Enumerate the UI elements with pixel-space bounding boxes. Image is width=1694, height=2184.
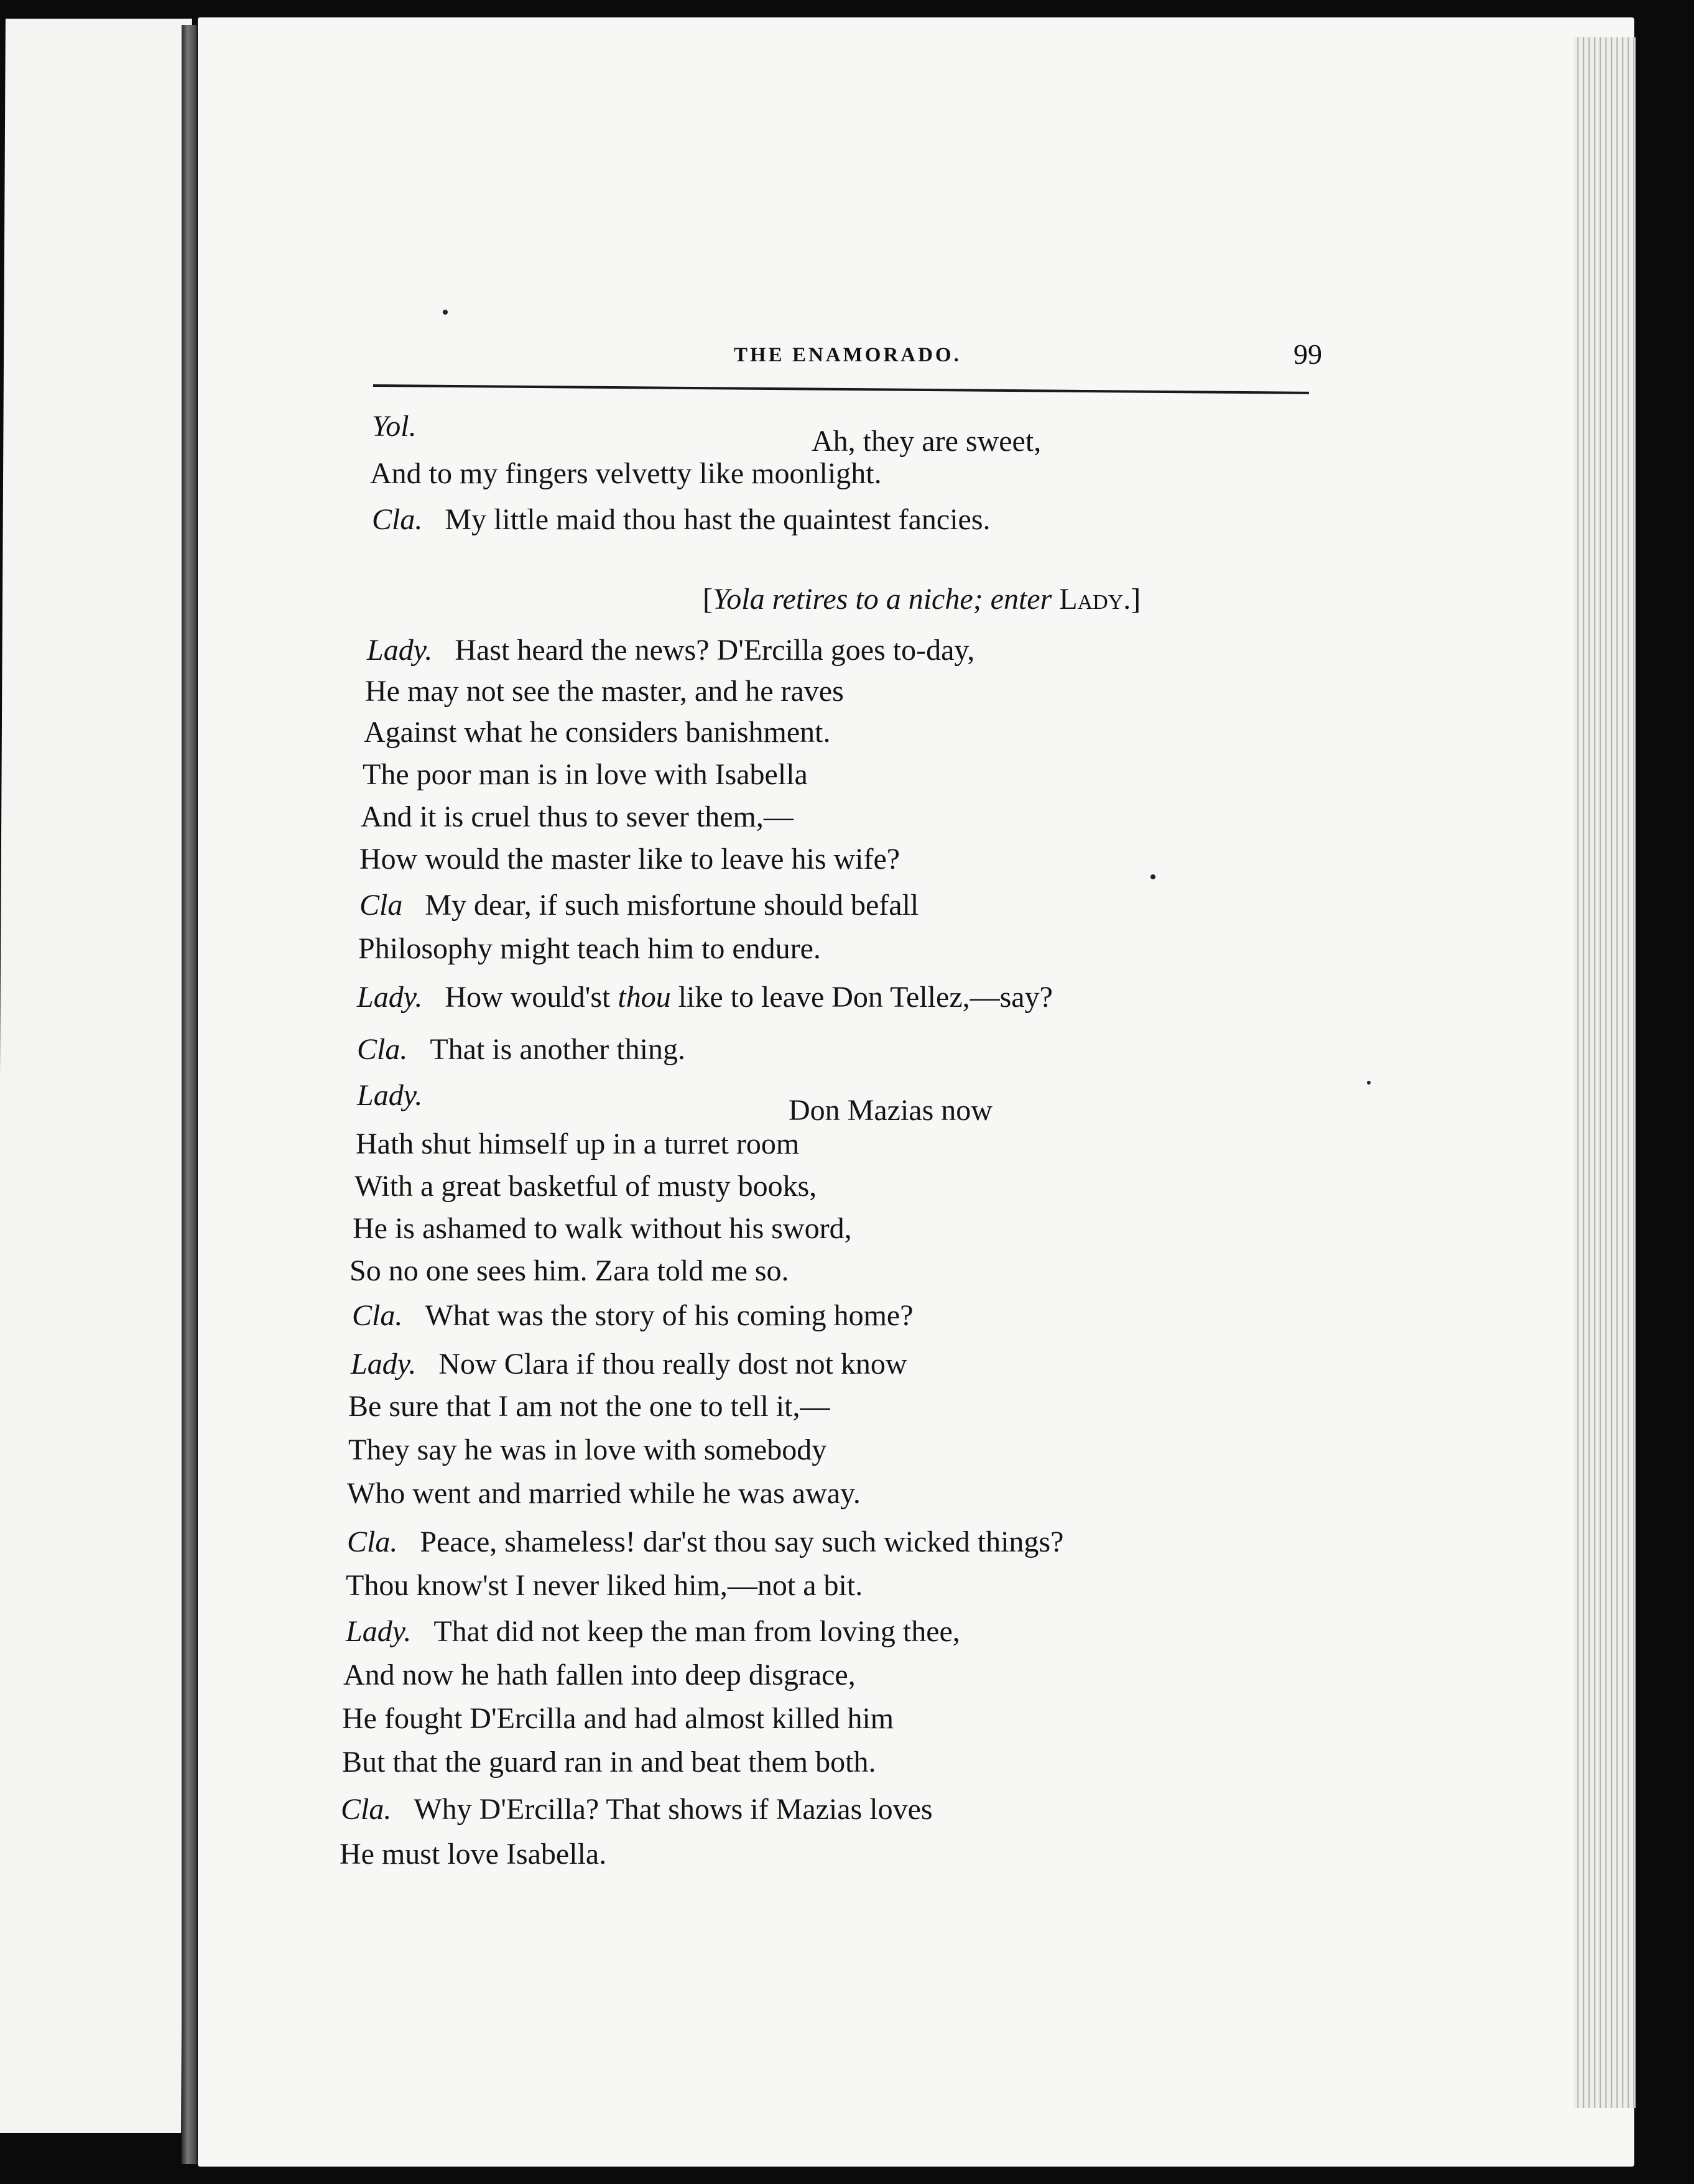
- speaker-label: Cla.: [352, 1299, 403, 1332]
- line-text: like to leave Don Tellez,—say?: [678, 981, 1053, 1014]
- line: Ah, they are sweet,: [812, 425, 1042, 458]
- stage-direction-text: Yola retires to a niche; enter: [712, 583, 1052, 616]
- line: Who went and married while he was away.: [347, 1477, 861, 1510]
- line-text: Why D'Ercilla? That shows if Mazias loves: [414, 1793, 933, 1826]
- line: [372, 505, 991, 535]
- speaker-label: Cla: [359, 889, 403, 922]
- line-text: That did not keep the man from loving thee,: [433, 1615, 960, 1648]
- bracket: [: [703, 583, 713, 616]
- line: Hath shut himself up in a turret room: [356, 1127, 800, 1160]
- line: He is ashamed to walk without his sword,: [353, 1212, 852, 1245]
- stage-direction: [703, 585, 1141, 614]
- line: [341, 1795, 933, 1825]
- line: With a great basketful of musty books,: [354, 1170, 817, 1203]
- line: [351, 1349, 907, 1379]
- line-text: Now Clara if thou really dost not know: [438, 1348, 907, 1381]
- line: [347, 1527, 1063, 1557]
- speaker-label: Cla.: [347, 1525, 398, 1558]
- line: Philosophy might teach him to endure.: [358, 932, 821, 965]
- speaker-label: Lady.: [357, 1079, 423, 1112]
- line: But that the guard ran in and beat them both.: [342, 1746, 876, 1779]
- speaker-label: Cla.: [357, 1033, 408, 1066]
- line: [352, 1301, 914, 1331]
- line: How would the master like to leave his wife?: [359, 843, 900, 876]
- line: [357, 1035, 685, 1065]
- line: And to my fingers velvetty like moonlight.: [370, 457, 882, 490]
- line-text: Peace, shameless! dar'st thou say such wicked things?: [420, 1525, 1064, 1558]
- line: He may not see the master, and he raves: [365, 675, 844, 708]
- line-text: My dear, if such misfortune should befall: [425, 889, 919, 922]
- line: They say he was in love with somebody: [348, 1433, 827, 1466]
- line-text: What was the story of his coming home?: [425, 1299, 914, 1332]
- line: He must love Isabella.: [340, 1838, 607, 1871]
- line: [346, 1617, 960, 1647]
- line: And it is cruel thus to sever them,—: [361, 800, 794, 833]
- line: And now he hath fallen into deep disgrace,: [343, 1659, 856, 1691]
- line: [359, 891, 919, 920]
- line: Against what he considers banishment.: [364, 716, 831, 749]
- line-text: That is another thing.: [430, 1033, 685, 1066]
- emphasis: thou: [618, 981, 671, 1014]
- line: Don Mazias now: [789, 1094, 993, 1127]
- line: [357, 983, 1053, 1012]
- character-name: Lady: [1059, 583, 1124, 616]
- speaker-label: Yol.: [372, 410, 417, 443]
- speaker-label: Lady.: [351, 1348, 417, 1381]
- line: Thou know'st I never liked him,—not a bit.: [346, 1569, 863, 1602]
- speaker-label: Lady.: [357, 981, 423, 1014]
- line-text: Hast heard the news? D'Ercilla goes to-day,: [455, 634, 975, 667]
- line: He fought D'Ercilla and had almost killed him: [342, 1702, 894, 1735]
- speaker-label: Lady.: [367, 634, 433, 667]
- line: [357, 1081, 422, 1111]
- page-number: 99: [1294, 338, 1322, 370]
- bracket: .]: [1123, 583, 1141, 616]
- line-text: My little maid thou hast the quaintest fancies.: [445, 503, 991, 536]
- running-head: THE ENAMORADO.: [734, 344, 961, 366]
- line: So no one sees him. Zara told me so.: [349, 1254, 789, 1287]
- line: [367, 636, 974, 665]
- line: The poor man is in love with Isabella: [363, 758, 808, 791]
- speaker-label: Cla.: [341, 1793, 392, 1826]
- line: Be sure that I am not the one to tell it,—: [348, 1390, 830, 1423]
- speaker-label: Cla.: [372, 503, 423, 536]
- speaker-label: Lady.: [346, 1615, 412, 1648]
- line-text: How would'st: [445, 981, 611, 1014]
- line: [372, 412, 417, 442]
